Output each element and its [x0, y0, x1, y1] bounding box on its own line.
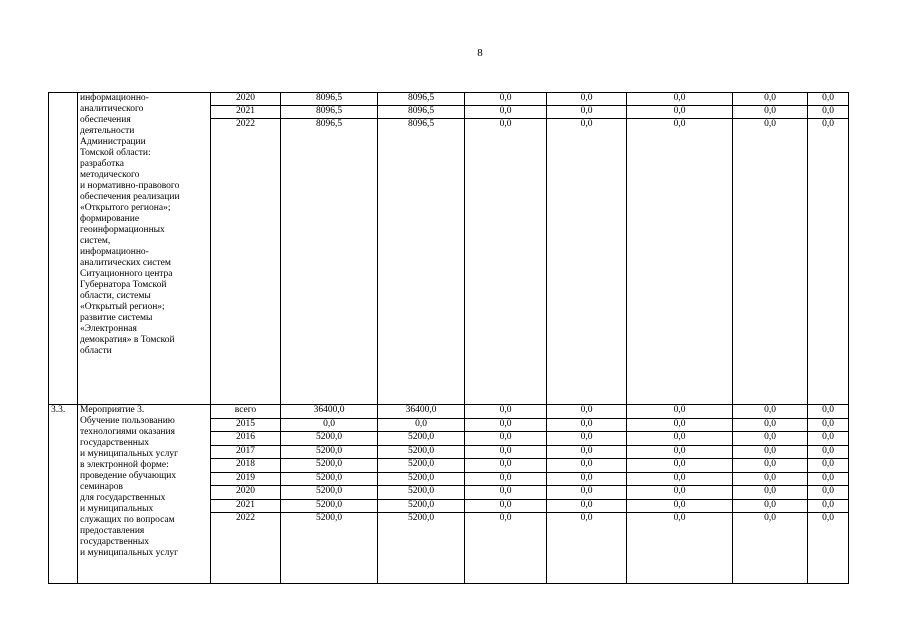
description-line: Ситуационного центра: [80, 269, 173, 279]
value-cell: 5200,0: [281, 486, 378, 500]
value-cell: 0,0: [465, 418, 547, 432]
value-cell: 0,0: [808, 119, 849, 405]
value-cell: 8096,5: [281, 106, 378, 119]
value-cell: 8096,5: [281, 93, 378, 106]
value-cell: 0,0: [627, 472, 733, 486]
value-cell: 0,0: [465, 459, 547, 473]
value-cell: 0,0: [465, 119, 547, 405]
item-description: [78, 405, 211, 584]
description-line: области, системы: [80, 291, 151, 301]
value-cell: 0,0: [733, 432, 808, 446]
description-line: формирование: [80, 214, 140, 224]
financing-table: [48, 92, 849, 584]
year-cell: 2021: [211, 499, 281, 513]
value-cell: 0,0: [465, 445, 547, 459]
description-line: методического: [80, 170, 140, 180]
value-cell: 0,0: [547, 513, 627, 584]
value-cell: 0,0: [627, 445, 733, 459]
value-cell: 0,0: [627, 459, 733, 473]
description-line: «Открытый регион»;: [80, 302, 165, 312]
description-line: «Открытого региона»;: [80, 203, 171, 213]
description-line: обеспечения реализации: [80, 192, 180, 202]
description-line: и муниципальных услуг: [80, 548, 178, 558]
description-line: Мероприятие 3.: [80, 405, 145, 415]
value-cell: 0,0: [547, 106, 627, 119]
value-cell: 5200,0: [281, 472, 378, 486]
item-number: [49, 93, 78, 405]
description-line: демократия» в Томской: [80, 335, 175, 345]
item-number: 3.3.: [49, 405, 78, 584]
value-cell: 5200,0: [378, 445, 465, 459]
value-cell: 0,0: [547, 499, 627, 513]
description-line: и муниципальных услуг: [80, 449, 178, 459]
value-cell: 0,0: [465, 405, 547, 419]
description-line: Губернатора Томской: [80, 280, 167, 290]
item-description: [78, 93, 211, 405]
value-cell: 0,0: [733, 472, 808, 486]
description-line: аналитических систем: [80, 258, 171, 268]
year-cell: 2019: [211, 472, 281, 486]
year-cell: 2017: [211, 445, 281, 459]
description-line: развитие системы: [80, 313, 153, 323]
value-cell: 8096,5: [378, 106, 465, 119]
value-cell: 8096,5: [378, 93, 465, 106]
value-cell: 0,0: [465, 513, 547, 584]
value-cell: 0,0: [627, 418, 733, 432]
description-line: для государственных: [80, 493, 166, 503]
value-cell: 0,0: [465, 486, 547, 500]
value-cell: 0,0: [378, 418, 465, 432]
value-cell: 0,0: [627, 513, 733, 584]
year-cell: всего: [211, 405, 281, 419]
year-cell: 2021: [211, 106, 281, 119]
value-cell: 5200,0: [281, 445, 378, 459]
description-line: технологиями оказания: [80, 427, 175, 437]
value-cell: 5200,0: [378, 472, 465, 486]
value-cell: 8096,5: [378, 119, 465, 405]
value-cell: 0,0: [733, 445, 808, 459]
description-line: служащих по вопросам: [80, 515, 175, 525]
description-line: информационно-: [80, 93, 149, 103]
description-line: геоинформационных: [80, 225, 165, 235]
value-cell: 0,0: [465, 499, 547, 513]
description-line: и нормативно-правового: [80, 181, 180, 191]
value-cell: 0,0: [627, 499, 733, 513]
value-cell: 0,0: [733, 486, 808, 500]
value-cell: 0,0: [627, 486, 733, 500]
value-cell: 36400,0: [378, 405, 465, 419]
table-row: [49, 405, 849, 419]
value-cell: 0,0: [808, 405, 849, 419]
year-cell: 2016: [211, 432, 281, 446]
description-line: государственных: [80, 438, 150, 448]
value-cell: 0,0: [808, 459, 849, 473]
value-cell: 5200,0: [378, 499, 465, 513]
table-row: [49, 93, 849, 106]
value-cell: 0,0: [733, 405, 808, 419]
value-cell: 0,0: [465, 93, 547, 106]
value-cell: 5200,0: [281, 432, 378, 446]
value-cell: 0,0: [465, 472, 547, 486]
value-cell: 0,0: [808, 445, 849, 459]
value-cell: 0,0: [627, 93, 733, 106]
value-cell: 0,0: [547, 459, 627, 473]
description-line: обеспечения: [80, 115, 131, 125]
description-line: «Электронная: [80, 324, 137, 334]
value-cell: 5200,0: [281, 499, 378, 513]
value-cell: 0,0: [627, 119, 733, 405]
year-cell: 2020: [211, 93, 281, 106]
year-cell: 2018: [211, 459, 281, 473]
value-cell: 0,0: [547, 472, 627, 486]
description-line: Администрации: [80, 137, 146, 147]
value-cell: 0,0: [808, 432, 849, 446]
value-cell: 0,0: [547, 93, 627, 106]
value-cell: 5200,0: [378, 486, 465, 500]
value-cell: 0,0: [808, 513, 849, 584]
value-cell: 0,0: [733, 418, 808, 432]
value-cell: 0,0: [733, 499, 808, 513]
page-number: 8: [477, 47, 483, 59]
value-cell: 0,0: [547, 445, 627, 459]
value-cell: 0,0: [733, 513, 808, 584]
description-line: проведение обучающих: [80, 471, 177, 481]
description-line: разработка: [80, 159, 124, 169]
year-cell: 2022: [211, 119, 281, 405]
value-cell: 36400,0: [281, 405, 378, 419]
value-cell: 5200,0: [281, 513, 378, 584]
value-cell: 0,0: [627, 405, 733, 419]
value-cell: 0,0: [547, 432, 627, 446]
description-line: государственных: [80, 537, 150, 547]
value-cell: 0,0: [465, 432, 547, 446]
description-line: систем,: [80, 236, 111, 246]
description-line: области: [80, 346, 112, 356]
value-cell: 5200,0: [378, 459, 465, 473]
value-cell: 0,0: [733, 93, 808, 106]
value-cell: 5200,0: [378, 432, 465, 446]
value-cell: 0,0: [808, 486, 849, 500]
value-cell: 0,0: [547, 119, 627, 405]
value-cell: 0,0: [808, 418, 849, 432]
description-line: семинаров: [80, 482, 123, 492]
value-cell: 0,0: [465, 106, 547, 119]
value-cell: 0,0: [547, 405, 627, 419]
description-line: и муниципальных: [80, 504, 154, 514]
description-line: информационно-: [80, 247, 149, 257]
value-cell: 5200,0: [281, 459, 378, 473]
value-cell: 0,0: [627, 432, 733, 446]
year-cell: 2020: [211, 486, 281, 500]
value-cell: 0,0: [808, 499, 849, 513]
value-cell: 0,0: [733, 106, 808, 119]
value-cell: 0,0: [627, 106, 733, 119]
value-cell: 0,0: [808, 472, 849, 486]
value-cell: 0,0: [547, 418, 627, 432]
description-line: предоставления: [80, 526, 145, 536]
year-cell: 2015: [211, 418, 281, 432]
year-cell: 2022: [211, 513, 281, 584]
value-cell: 0,0: [281, 418, 378, 432]
description-line: деятельности: [80, 126, 135, 136]
description-line: Томской области:: [80, 148, 151, 158]
value-cell: 0,0: [808, 106, 849, 119]
description-line: Обучение пользованию: [80, 416, 175, 426]
value-cell: 0,0: [547, 486, 627, 500]
value-cell: 0,0: [733, 119, 808, 405]
description-line: аналитического: [80, 104, 144, 114]
value-cell: 0,0: [733, 459, 808, 473]
value-cell: 0,0: [808, 93, 849, 106]
value-cell: 5200,0: [378, 513, 465, 584]
description-line: в электронной форме:: [80, 460, 169, 470]
value-cell: 8096,5: [281, 119, 378, 405]
